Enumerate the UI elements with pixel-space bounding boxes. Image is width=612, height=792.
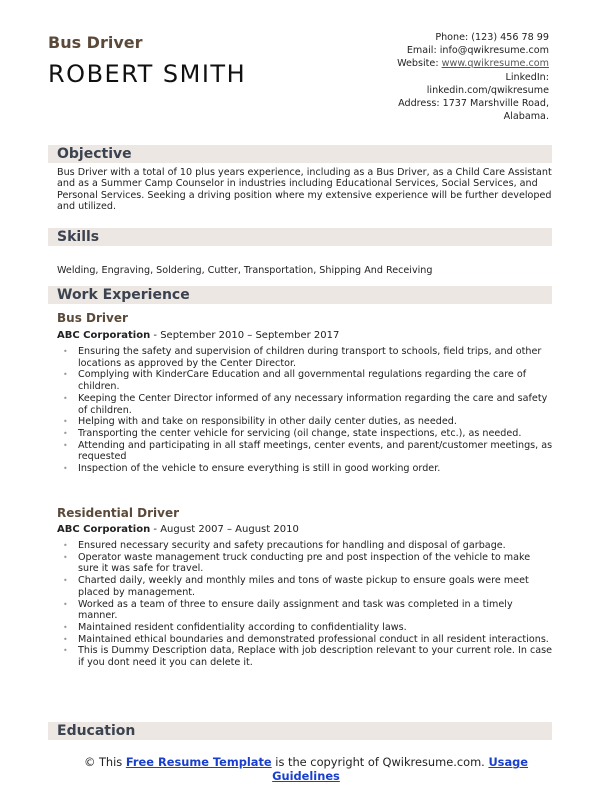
job-title-2: Residential Driver (57, 506, 180, 520)
linkedin: linkedin.com/qwikresume (426, 84, 549, 96)
list-item: • Helping with and take on responsibility in other daily center duties, as needed. (63, 416, 553, 428)
website (369, 57, 549, 70)
email: Email: info@qwikresume.com (406, 45, 549, 57)
copyright-footer (60, 756, 552, 783)
job-dates: - August 2007 – August 2010 (150, 524, 299, 535)
experience-section-header (48, 286, 552, 304)
job-title-1: Bus Driver (57, 311, 128, 325)
skills-text: Welding, Engraving, Soldering, Cutter, Transportation, Shipping And Receiving (57, 265, 433, 276)
company-name: ABC Corporation (57, 330, 151, 341)
skills-section-header (48, 228, 552, 246)
education-section-header (48, 722, 552, 740)
list-item: • Attending and participating in all staff meetings, center events, and parent/customer meetings, as requested (63, 440, 553, 463)
skills-heading: Skills (57, 229, 100, 245)
address: Address: 1737 Marshville Road, (398, 98, 549, 110)
job-title: Bus Driver (48, 33, 143, 52)
phone: Phone: (123) 456 78 99 (435, 32, 549, 43)
list-item: • Charted daily, weekly and monthly miles and tons of waste pickup to ensure goals were meet placed by management. (63, 575, 553, 598)
list-item: • Inspection of the vehicle to ensure everything is still in good working order. (63, 463, 553, 475)
company-name: ABC Corporation (57, 524, 151, 535)
candidate-name: ROBERT SMITH (48, 60, 247, 88)
list-item: • Ensured necessary security and safety precautions for handling and disposal of garbage. (63, 540, 553, 552)
job-company-2 (57, 524, 299, 535)
address-line2: Alabama. (503, 111, 549, 123)
list-item: • This is Dummy Description data, Replace with job description relevant to your current role. In case if you dont need it you can delete it. (63, 645, 553, 668)
usage-guidelines-link[interactable]: Usage Guidelines (272, 755, 529, 783)
contact-block (369, 31, 549, 123)
footer-prefix: © This (83, 755, 126, 769)
website-link[interactable]: www.qwikresume.com (441, 58, 549, 70)
list-item: • Complying with KinderCare Education and all governmental regulations regarding the care of children. (63, 369, 553, 392)
objective-heading: Objective (57, 146, 132, 162)
job-bullets-2 (63, 540, 553, 669)
list-item: • Operator waste management truck conducting pre and post inspection of the vehicle to make sure it was safe for travel. (63, 552, 553, 575)
job-dates: - September 2010 – September 2017 (150, 330, 340, 341)
linkedin-label: LinkedIn: (505, 71, 549, 83)
list-item: • Transporting the center vehicle for servicing (oil change, state inspections, etc.), as needed. (63, 428, 553, 440)
list-item: • Worked as a team of three to ensure daily assignment and task was completed in a timely manner. (63, 599, 553, 622)
experience-heading: Work Experience (57, 287, 190, 303)
objective-section-header (48, 145, 552, 163)
objective-text: Bus Driver with a total of 10 plus years experience, including as a Bus Driver, as a Child Care Assistant and as a Summer Camp Counselor in industries including Educational Services, Social Services, and Personal Services. Seeking a driving position where my extensive experience will be further developed and utilized. (57, 167, 552, 213)
list-item: • Keeping the Center Director informed of any necessary information regarding the care and safety of children. (63, 393, 553, 416)
footer-middle: is the copyright of Qwikresume.com. (271, 755, 489, 769)
website-label: Website: (397, 58, 442, 70)
list-item: • Maintained ethical boundaries and demonstrated professional conduct in all resident interactions. (63, 634, 553, 646)
free-resume-template-link[interactable]: Free Resume Template (125, 755, 272, 769)
job-company-1 (57, 330, 339, 341)
job-bullets-1 (63, 346, 553, 475)
education-heading: Education (57, 723, 136, 739)
list-item: • Ensuring the safety and supervision of children during transport to schools, field trips, and other locations as approved by the Center Director. (63, 346, 553, 369)
list-item: • Maintained resident confidentiality according to confidentiality laws. (63, 622, 553, 634)
